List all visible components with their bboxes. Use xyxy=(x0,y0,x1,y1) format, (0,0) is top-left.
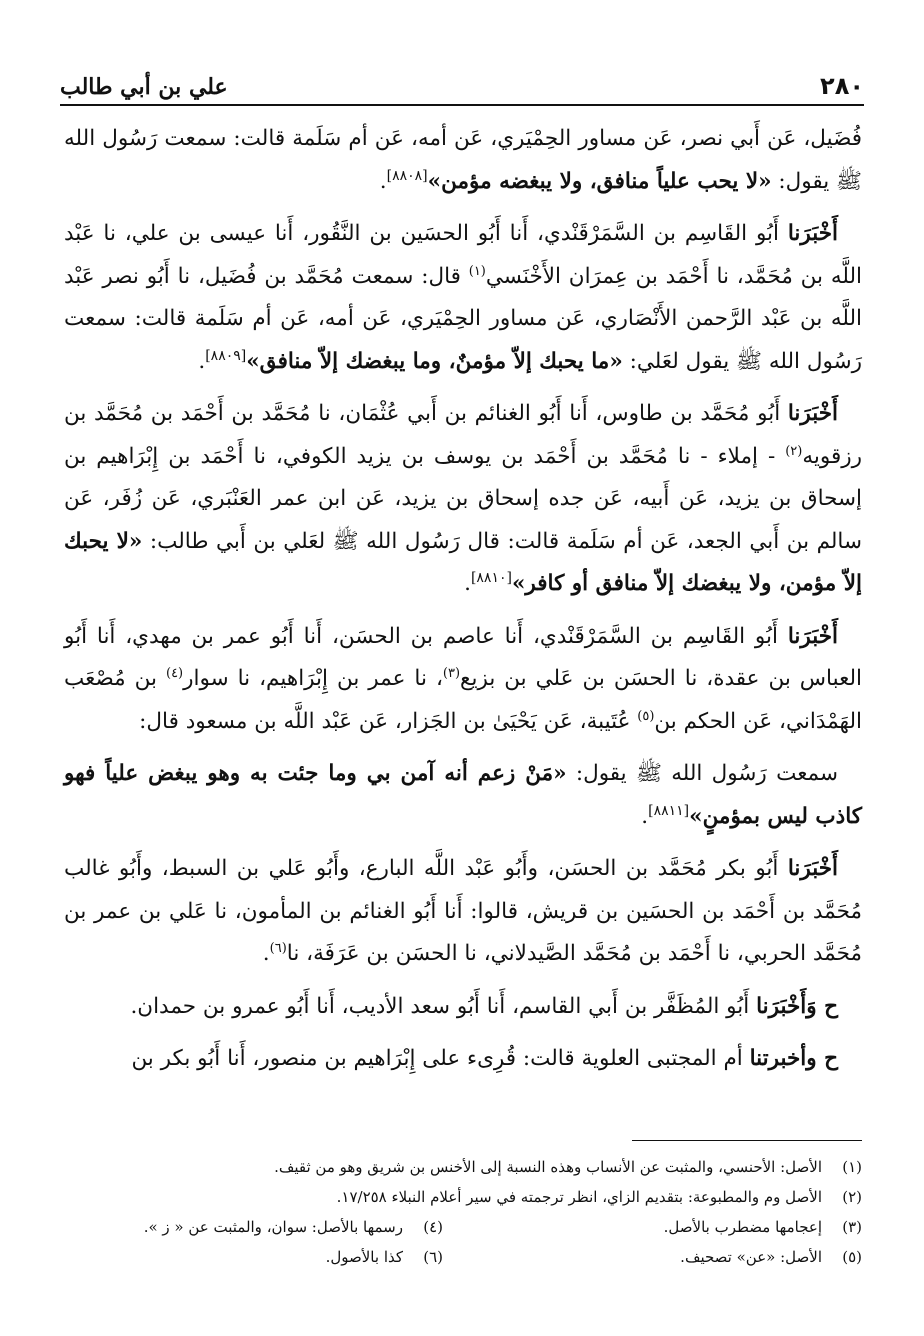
footnote-marker: (٥) xyxy=(637,708,655,724)
chain-lead: أَخْبَرَنا xyxy=(787,401,838,426)
paragraph-1 xyxy=(64,118,862,203)
footnote-3 xyxy=(483,1212,862,1242)
paragraph-tail: . xyxy=(464,571,471,596)
footnote-text: كذا بالأصول. xyxy=(325,1248,403,1266)
footnote-number: (٥) xyxy=(842,1248,862,1266)
footnote-6 xyxy=(64,1242,443,1272)
paragraph-6 xyxy=(64,848,862,976)
hadith-number: [٨٨٠٨] xyxy=(386,167,428,184)
running-title: علي بن أبي طالب xyxy=(60,74,228,100)
footnote-marker: (٤) xyxy=(165,665,184,681)
footnote-divider xyxy=(632,1140,862,1141)
paragraph-text: أَبُو بكر مُحَمَّد بن الحسَن، وأَبُو عَبْد اللَّه البارع، وأَبُو عَلي بن السبط، وأَبُو غالب مُحَمَّد بن أَحْمَد بن الحسَين بن قريش، قالوا: أَنا أَبُو الغنائم بن المأمون، نا عَلي بن عمر بن مُحَمَّد الحربي، نا أَحْمَد بن مُحَمَّد الصَّيدلاني، نا الحسَن بن عَرَفَة، نا xyxy=(64,856,862,966)
footnote-marker: (٦) xyxy=(269,940,287,956)
paragraph-text: أَبُو القَاسِم بن السَّمَرْقَنْدي، أَنا عاصم بن الحسَن، أَنا أَبُو عمر بن مهدي، أَنا أَبُو العباس بن عقدة، نا الحسَن بن عَلي بن بزيع xyxy=(64,623,862,691)
hadith-number: [٨٨١١] xyxy=(648,802,690,819)
paragraph-tail: . xyxy=(641,803,649,829)
hadith-text: «ما يحبك إلاّ مؤمنٌ، وما يبغضك إلاّ منافق» xyxy=(246,348,623,374)
paragraph-text: أَبُو مُحَمَّد بن طاوس، أَنا أَبُو الغنائم بن أَبي عُثْمَان، نا مُحَمَّد بن أَحْمَد بن مُحَمَّد بن رزقويه xyxy=(64,401,862,469)
footnote-row xyxy=(64,1182,862,1212)
chain-lead: ح وَأَخْبَرَنا xyxy=(756,993,838,1019)
hadith-text: «لا يحبك إلاّ مؤمن، ولا يبغضك إلاّ منافق أو كافر» xyxy=(64,528,862,596)
footnote-number: (٦) xyxy=(423,1248,443,1266)
footnote-1 xyxy=(64,1152,862,1182)
paragraph-text: أَبُو المُظَفَّر بن أَبي القاسم، أَنا أَبُو سعد الأديب، أَنا أَبُو عمرو بن حمدان. xyxy=(130,993,757,1019)
paragraph-text: فُضَيل، عَن أَبي نصر، عَن مساور الحِمْيَري، عَن أمه، عَن أم سَلَمة قالت: سمعت رَسُول الله ﷺ يقول: xyxy=(64,126,862,194)
paragraph-text: بن مُصْعَب الهَمْدَاني، عَن الحكم بن xyxy=(64,666,862,734)
footnote-number: (٣) xyxy=(842,1218,862,1236)
paragraph-2 xyxy=(64,213,862,383)
footnote-text: الأصل: «عن» تصحيف. xyxy=(680,1248,822,1266)
main-text xyxy=(64,118,862,1091)
chain-lead: أَخْبَرَنا xyxy=(787,856,838,881)
footnote-text: الأصل: الأحنسي، والمثبت عن الأنساب وهذه النسبة إلى الأخنس بن شريق وهو من ثقيف. xyxy=(274,1158,822,1176)
paragraph-text: سمعت رَسُول الله ﷺ يقول: xyxy=(566,761,839,786)
footnote-marker: (١) xyxy=(468,263,486,279)
chain-lead: ح وأخبرتنا xyxy=(749,1046,838,1071)
hadith-text: «لا يحب علياً منافق، ولا يبغضه مؤمن» xyxy=(427,168,772,194)
paragraph-5 xyxy=(64,753,862,838)
footnotes xyxy=(64,1152,862,1272)
paragraph-text: ، نا عمر بن إِبْرَاهيم، نا سوار xyxy=(183,666,443,691)
footnote-marker: (٢) xyxy=(785,443,803,459)
paragraph-4 xyxy=(64,616,862,744)
footnote-number: (٢) xyxy=(842,1188,862,1206)
footnote-marker: (٣) xyxy=(442,665,461,681)
chain-lead: أَخْبَرَنا xyxy=(787,221,838,246)
paragraph-tail: . xyxy=(198,348,206,374)
paragraph-text: أم المجتبى العلوية قالت: قُرِىء على إِبْرَاهيم بن منصور، أَنا أَبُو بكر بن xyxy=(131,1046,750,1071)
footnote-4 xyxy=(64,1212,443,1242)
footnote-text: رسمها بالأصل: سوان، والمثبت عن « ز ». xyxy=(143,1218,403,1236)
footnote-text: إعجامها مضطرب بالأصل. xyxy=(663,1218,822,1236)
paragraph-text: أَبُو القَاسِم بن السَّمَرْقَنْدي، أَنا أَبُو الحسَين بن النَّقُور، أَنا عيسى بن علي، نا عَبْد اللَّه بن مُحَمَّد، نا أَحْمَد بن عِمرَان الأَخْنَسي xyxy=(64,221,862,289)
hadith-number: [٨٨٠٩] xyxy=(205,347,247,364)
footnote-5 xyxy=(483,1242,862,1272)
paragraph-tail: . xyxy=(379,168,387,194)
footnote-row xyxy=(64,1242,862,1272)
hadith-text: «مَنْ زعم أنه آمن بي وما جئت به وهو يبغض علياً فهو كاذب ليس بمؤمنٍ» xyxy=(64,761,862,829)
footnote-row xyxy=(64,1152,862,1182)
paragraph-8 xyxy=(64,1038,862,1081)
footnote-text: الأصل وم والمطبوعة: بتقديم الزاي، انظر ترجمته في سير أعلام النبلاء ١٧/٢٥٨. xyxy=(336,1188,822,1206)
paragraph-text: عُتَيبة، عَن يَحْيَىٰ بن الجَزار، عَن عَبْد اللَّه بن مسعود قال: xyxy=(139,708,638,734)
paragraph-text: . xyxy=(262,941,270,966)
paragraph-3 xyxy=(64,393,862,606)
paragraph-text: - إملاء - نا مُحَمَّد بن أَحْمَد بن يوسف بن يزيد الكوفي، نا أَحْمَد بن إِبْرَاهيم بن إسحاق بن يزيد، عَن أَبيه، عَن جده إسحاق بن يزيد، عَن ابن عمر العَنْبَري، عَن زُفَر، عَن سالم بن أَبي الجعد، عَن أم سَلَمة قالت: قال رَسُول الله ﷺ لعَلي بن أَبي طالب: xyxy=(64,443,863,554)
footnote-number: (٤) xyxy=(423,1218,443,1236)
paragraph-7 xyxy=(64,986,862,1029)
page-header xyxy=(60,62,864,106)
chain-lead: أَخْبَرَنا xyxy=(787,623,838,649)
paragraph-text: قال: سمعت مُحَمَّد بن فُضَيل، نا أَبُو نصر عَبْد اللَّه بن عَبْد الرَّحمن الأَنْصَاري، عَن مساور الحِمْيَري، عَن أمه، عَن أم سَلَمة قالت: سمعت رَسُول الله ﷺ يقول لعَلي: xyxy=(64,263,862,374)
footnote-number: (١) xyxy=(842,1158,862,1176)
hadith-number: [٨٨١٠] xyxy=(470,569,512,586)
page-number: ٢٨٠ xyxy=(820,72,864,100)
footnote-row xyxy=(64,1212,862,1242)
footnote-2 xyxy=(64,1182,862,1212)
